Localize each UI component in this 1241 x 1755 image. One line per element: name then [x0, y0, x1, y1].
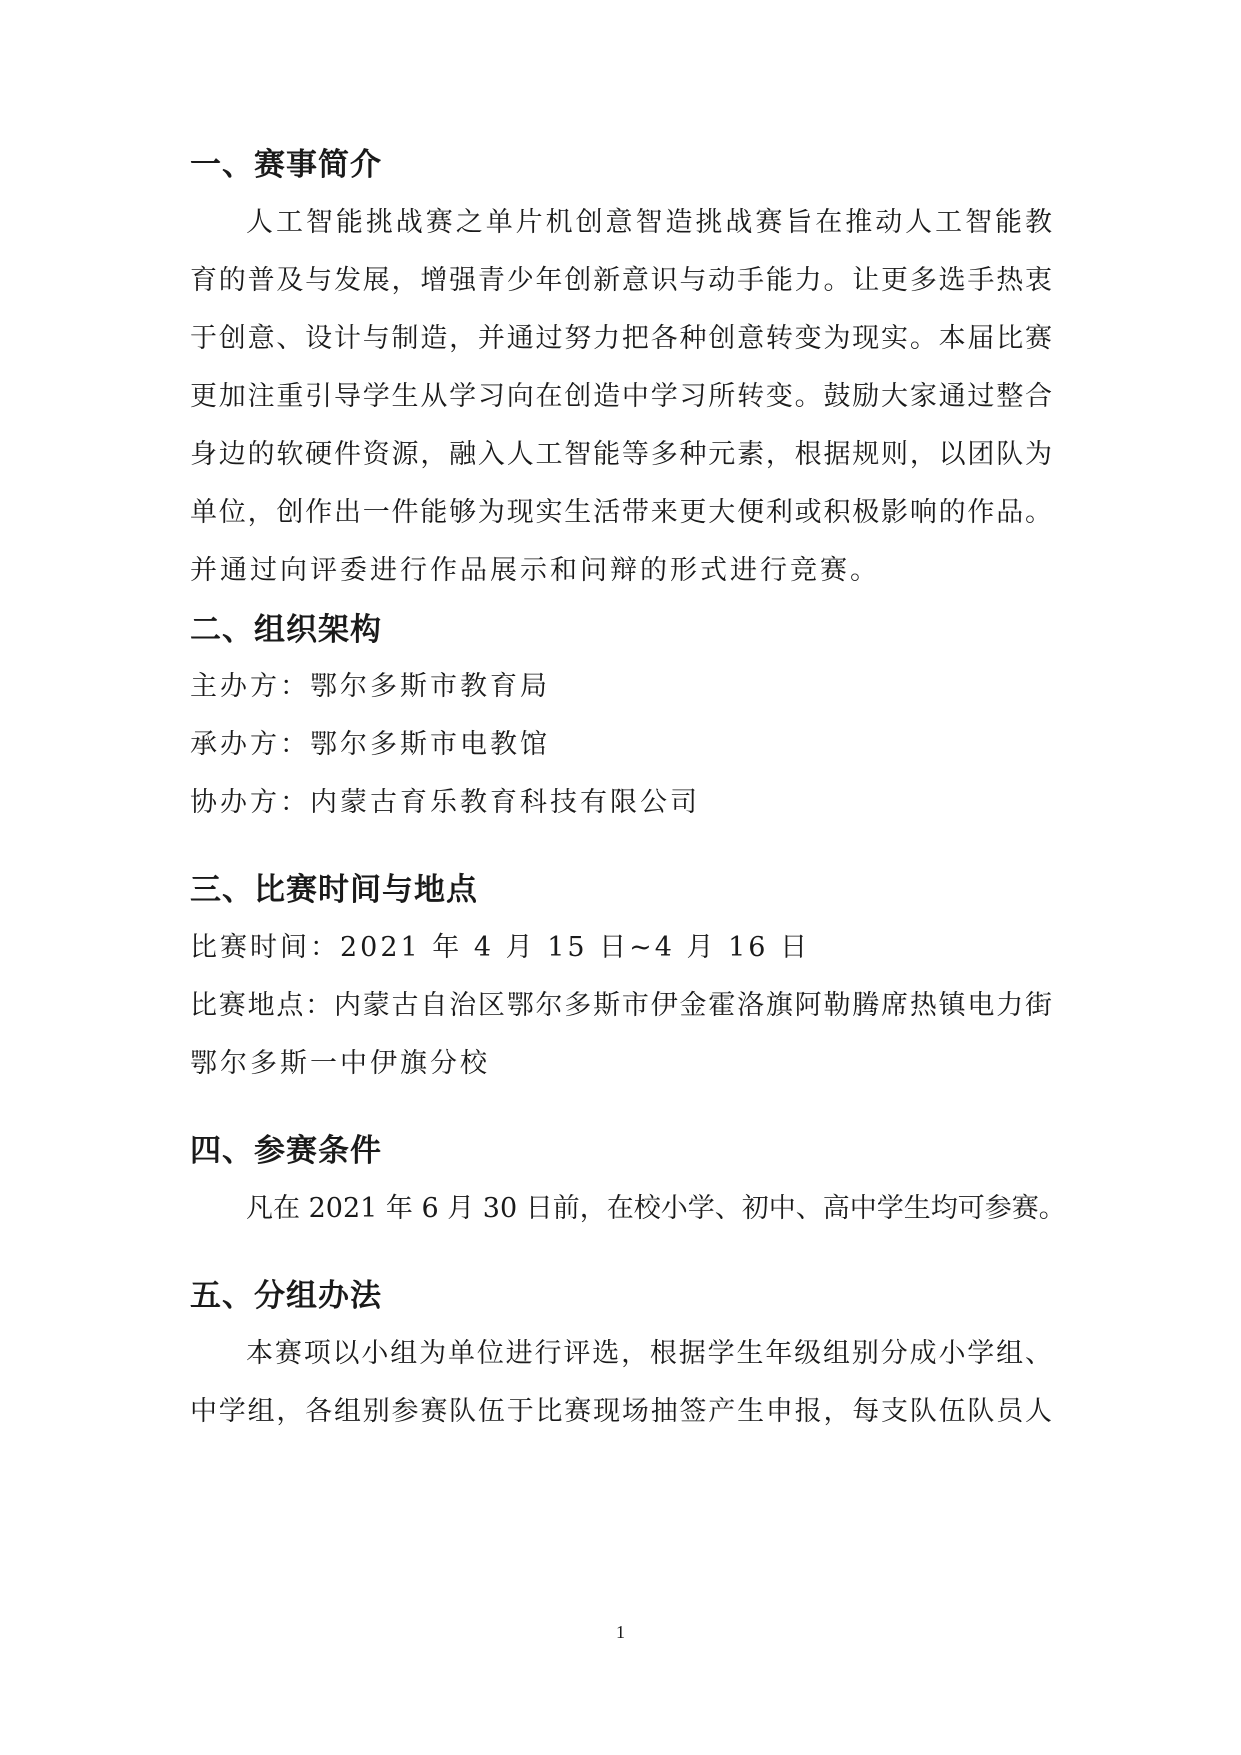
section-heading-grouping: 五、分组办法	[190, 1278, 382, 1314]
page-number: 1	[616, 1622, 625, 1642]
paragraph-line: 于创意、设计与制造，并通过努力把各种创意转变为现实。本届比赛	[190, 323, 1052, 354]
paragraph-line: 身边的软硬件资源，融入人工智能等多种元素，根据规则，以团队为	[190, 439, 1052, 470]
section-heading-time-place: 三、比赛时间与地点	[190, 872, 478, 908]
competition-time: 比赛时间：2021 年 4 月 15 日~4 月 16 日	[190, 932, 811, 963]
paragraph-line: 育的普及与发展，增强青少年创新意识与动手能力。让更多选手热衷	[190, 265, 1052, 296]
section-heading-eligibility: 四、参赛条件	[190, 1133, 382, 1169]
competition-place-cont: 鄂尔多斯一中伊旗分校	[190, 1048, 490, 1079]
organizer-line: 协办方：内蒙古育乐教育科技有限公司	[190, 787, 700, 818]
paragraph-line: 更加注重引导学生从学习向在创造中学习所转变。鼓励大家通过整合	[190, 381, 1052, 412]
paragraph-line: 本赛项以小组为单位进行评选，根据学生年级组别分成小学组、	[246, 1338, 1052, 1369]
organizer-line: 主办方：鄂尔多斯市教育局	[190, 671, 550, 702]
paragraph-line: 并通过向评委进行作品展示和问辩的形式进行竞赛。	[190, 555, 880, 586]
section-heading-organization: 二、组织架构	[190, 612, 382, 648]
competition-place: 比赛地点：内蒙古自治区鄂尔多斯市伊金霍洛旗阿勒腾席热镇电力街	[190, 990, 1052, 1021]
paragraph-line: 人工智能挑战赛之单片机创意智造挑战赛旨在推动人工智能教	[246, 207, 1052, 238]
organizer-line: 承办方：鄂尔多斯市电教馆	[190, 729, 550, 760]
paragraph-line: 中学组，各组别参赛队伍于比赛现场抽签产生申报，每支队伍队员人	[190, 1396, 1052, 1427]
paragraph-line: 单位，创作出一件能够为现实生活带来更大便利或积极影响的作品。	[190, 497, 1052, 528]
section-heading-intro: 一、赛事简介	[190, 147, 382, 183]
paragraph-line: 凡在 2021 年 6 月 30 日前，在校小学、初中、高中学生均可参赛。	[246, 1193, 1066, 1224]
